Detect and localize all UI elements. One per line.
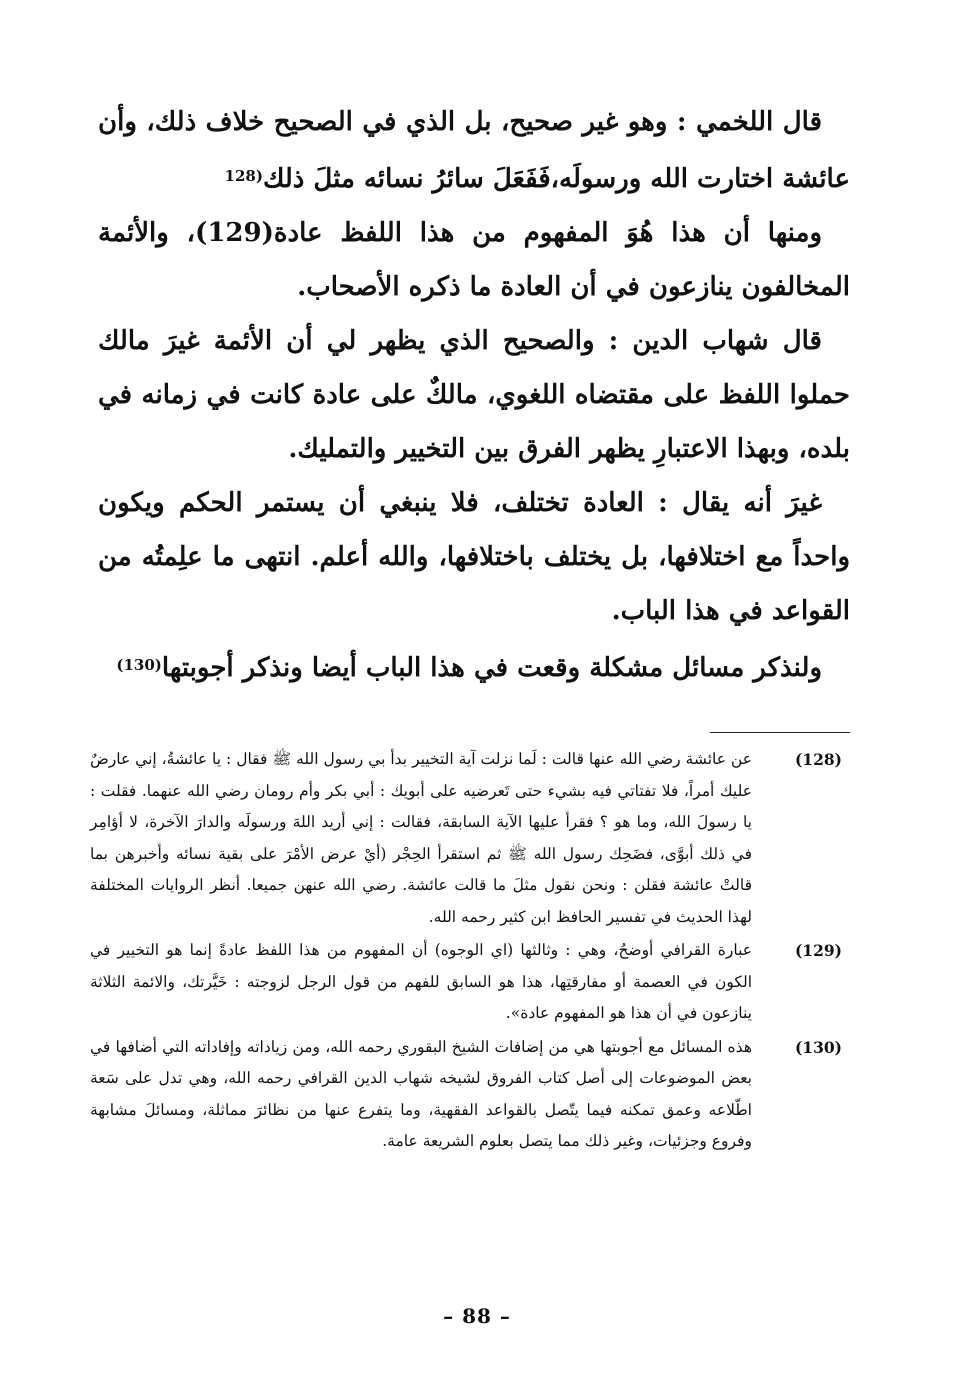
footnote-text: عن عائشة رضي الله عنها قالت : لَما نزلت آية التخيير بدأ بي رسول الله ﷺ فقال : يا عائشةُ، إني عارضٌ عليك أمراً، فلا تفتاتي فيه بشيء حتى تَعرضيه على أبويك : أبي بكر وأم رومان رضي الله عنهما. فقلت : يا رسولَ الله، وما هو ؟ فقرأ عليها الآية السابقة، فقالت : إني أريد اللهَ ورسولَه والدارَ الآخرة، لا أؤامِر في ذلك أبوَّى، فضَحِك رسول الله ﷺ ثم استقرأ الحِجْر (أيْ عرض الأمْرَ على بقية نسائه وأخبرهن بما قالتْ عائشة فقلن : ونحن نقول مثلَ ما قالت عائشة. رضي الله عنهن جميعا. أنظر الروايات المختلفة لهذا الحديث في تفسير الحافظ ابن كثير رحمه الله. <box>90 750 752 926</box>
paragraph <box>98 314 850 476</box>
paragraph <box>98 95 850 206</box>
footnote <box>90 935 852 1030</box>
footnote <box>90 1032 852 1158</box>
footnote-separator <box>710 732 850 733</box>
main-text <box>98 95 850 695</box>
footnote-number: (130) <box>794 1037 842 1057</box>
paragraph-text: ومنها أن هذا هُوَ المفهوم من هذا اللفظ عادة(129)، والأئمة المخالفون ينازعون في أن العادة ما ذكره الأصحاب. <box>98 218 850 302</box>
footnote-ref: (130) <box>116 656 162 674</box>
footnote-ref: (128 <box>224 167 263 185</box>
page-number: – 88 – <box>443 1304 511 1328</box>
footnote-text: هذه المسائل مع أجوبتها هي من إضافات الشيخ البقوري رحمه الله، ومن زياداته وإفاداته التي أضافها في بعض الموضوعات إلى أصل كتاب الفروق لشيخه شهاب الدين القرافي رحمه الله، وهي تدل على سَعة اطّلاعه وعمق تمكنه فيما يتّصل بالقواعد الفقهية، وما يتفرع عنها من نظائرَ مماثلة، ومسائلَ مشابهة وفروع وجزئيات، وغير ذلك مما يتصل بعلوم الشريعة عامة. <box>90 1037 752 1150</box>
footnote-text: عبارة القرافي أوضحُ، وهي : وثالثها (اي الوجوه) أن المفهوم من هذا اللفظ عادةً إنما هو التخيير في الكون في العصمة أو مفارقتِها، هذا هو السابق للفهم من قول الرجل لزوجته : خَيَّرتك، والائمة الثلاثة ينازعون في أن هذا هو المفهوم عادة». <box>90 941 752 1022</box>
footnotes <box>90 744 852 1158</box>
paragraph <box>98 638 850 695</box>
paragraph-text: ولنذكر مسائل مشكلة وقعت في هذا الباب أيضا ونذكر أجوبتها <box>161 653 822 683</box>
paragraph <box>98 206 850 314</box>
paragraph <box>98 476 850 638</box>
paragraph-text: غيرَ أنه يقال : العادة تختلف، فلا ينبغي أن يستمر الحكم ويكون واحداً مع اختلافها، بل يختلف باختلافها، والله أعلم. انتهى ما علِمتُه من القواعد في هذا الباب. <box>98 488 850 626</box>
footnote-number: (128) <box>794 750 842 769</box>
paragraph-text: قال شهاب الدين : والصحيح الذي يظهر لي أن الأئمة غيرَ مالك حملوا اللفظ على مقتضاه اللغوي، مالكٌ على عادة كانت في زمانه في بلده، وبهذا الاعتبارِ يظهر الفرق بين التخيير والتمليك. <box>98 326 850 464</box>
footnote <box>90 744 852 933</box>
footnote-number: (129) <box>794 941 842 960</box>
paragraph-text: قال اللخمي : وهو غير صحيح، بل الذي في الصحيح خلاف ذلك، وأن عائشة اختارت الله ورسولَه،فَفَعَلَ سائرُ نسائه مثلَ ذلك <box>98 107 850 194</box>
